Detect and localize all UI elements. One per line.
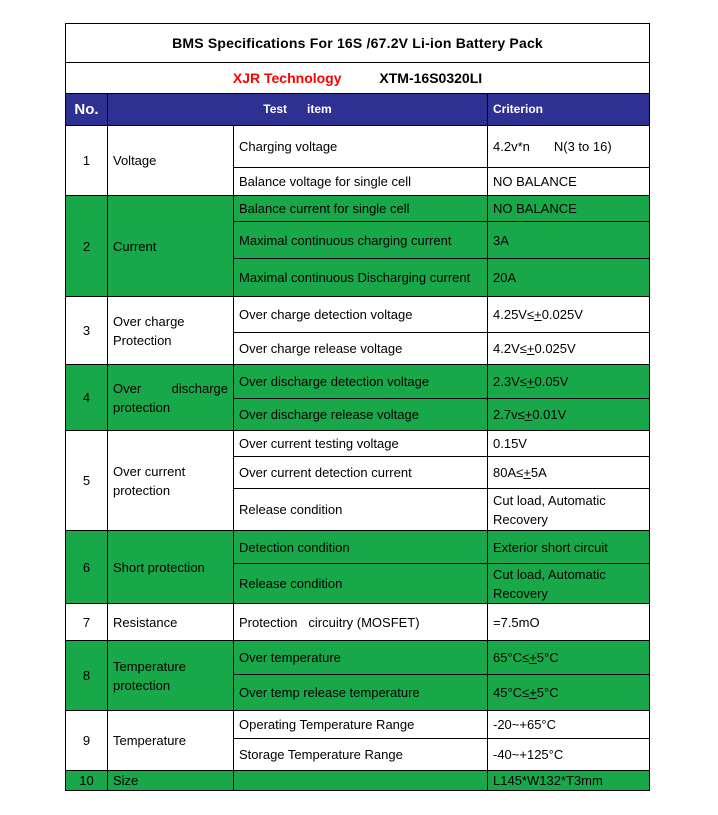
title-row <box>66 24 650 63</box>
row-number: 8 <box>66 641 108 711</box>
criterion-value <box>488 399 650 431</box>
criterion-part: 65°C≤ <box>493 650 530 665</box>
sub-item: Protection circuitry (MOSFET) <box>234 604 488 641</box>
sub-item: Release condition <box>234 564 488 604</box>
plus-minus: + <box>529 650 537 665</box>
criterion-value: Exterior short circuit <box>488 531 650 564</box>
table-row <box>66 365 650 399</box>
criterion-part: 0.025V <box>534 341 576 356</box>
criterion-value: -20~+65°C <box>488 711 650 739</box>
header-no: No. <box>66 94 108 126</box>
plus-minus: + <box>526 374 535 389</box>
plus-minus: + <box>534 307 542 322</box>
sub-item: Over current detection current <box>234 457 488 489</box>
sub-item: Detection condition <box>234 531 488 564</box>
sub-item: Maximal continuous Discharging current <box>234 259 488 297</box>
criterion-part: 5°C <box>536 650 559 665</box>
criterion-value: 3A <box>488 222 650 259</box>
criterion-part: 0.01V <box>532 407 567 422</box>
row-number: 6 <box>66 531 108 604</box>
row-number: 4 <box>66 365 108 431</box>
criterion-value <box>488 457 650 489</box>
sub-item: Over temperature <box>234 641 488 675</box>
criterion-value: Cut load, Automatic Recovery <box>488 489 650 531</box>
criterion-part: 4.2V≤ <box>493 341 527 356</box>
brand-cell <box>66 63 650 94</box>
criterion-part: 2.7v≤ <box>493 407 525 422</box>
criterion-value: NO BALANCE <box>488 196 650 222</box>
sub-item: Storage Temperature Range <box>234 739 488 771</box>
sub-item: Over charge release voltage <box>234 333 488 365</box>
sub-item <box>234 771 488 791</box>
test-item: Short protection <box>108 531 234 604</box>
spec-table <box>65 23 650 791</box>
table-row <box>66 641 650 675</box>
sub-item: Charging voltage <box>234 126 488 168</box>
criterion-part: 5°C <box>536 685 559 700</box>
test-item: Over current protection <box>108 431 234 531</box>
table-row <box>66 604 650 641</box>
table-row <box>66 771 650 791</box>
brand-row <box>66 63 650 94</box>
criterion-value <box>488 641 650 675</box>
criterion-part: 2.3V≤ <box>493 374 527 389</box>
header-test-item: Test item <box>108 94 488 126</box>
row-number: 1 <box>66 126 108 196</box>
table-row <box>66 196 650 222</box>
criterion-part: 5A <box>530 465 547 480</box>
criterion-value: -40~+125°C <box>488 739 650 771</box>
criterion-part: 4.25V≤ <box>493 307 535 322</box>
criterion-value: 0.15V <box>488 431 650 457</box>
criterion-value: Cut load, Automatic Recovery <box>488 564 650 604</box>
criterion-value: =7.5mO <box>488 604 650 641</box>
sub-item: Maximal continuous charging current <box>234 222 488 259</box>
test-item-line: protection <box>113 399 171 415</box>
test-item: Temperature <box>108 711 234 771</box>
plus-minus: + <box>529 685 537 700</box>
test-item-word: Over <box>113 380 142 396</box>
test-item: Voltage <box>108 126 234 196</box>
criterion-value <box>488 675 650 711</box>
criterion-value <box>488 126 650 168</box>
company-name: XJR Technology <box>232 69 342 86</box>
criterion-value <box>488 333 650 365</box>
criterion-part: 80A≤ <box>493 465 524 480</box>
test-item: Over charge Protection <box>108 297 234 365</box>
criterion-part: 0.025V <box>541 307 583 322</box>
table-row <box>66 711 650 739</box>
table-row <box>66 297 650 333</box>
plus-minus: + <box>523 465 531 480</box>
doc-title: BMS Specifications For 16S /67.2V Li-ion Battery Pack <box>66 24 650 63</box>
sub-item: Operating Temperature Range <box>234 711 488 739</box>
sub-item: Over temp release temperature <box>234 675 488 711</box>
test-item: Resistance <box>108 604 234 641</box>
row-number: 2 <box>66 196 108 297</box>
table-row <box>66 126 650 168</box>
criterion-part: 0.05V <box>534 374 569 389</box>
table-row <box>66 431 650 457</box>
criterion-value: NO BALANCE <box>488 168 650 196</box>
sub-item: Over discharge detection voltage <box>234 365 488 399</box>
sub-item: Over charge detection voltage <box>234 297 488 333</box>
sub-item: Over discharge release voltage <box>234 399 488 431</box>
header-criterion: Criterion <box>488 94 650 126</box>
test-item-word: discharge <box>171 380 228 396</box>
test-item: Temperature protection <box>108 641 234 711</box>
test-item <box>108 365 234 431</box>
sub-item: Release condition <box>234 489 488 531</box>
criterion-formula: 4.2v*n <box>493 139 530 154</box>
model-number: XTM-16S0320LI <box>379 69 483 86</box>
criterion-value: 20A <box>488 259 650 297</box>
row-number: 9 <box>66 711 108 771</box>
plus-minus: + <box>524 407 533 422</box>
row-number: 3 <box>66 297 108 365</box>
plus-minus: + <box>526 341 535 356</box>
row-number: 7 <box>66 604 108 641</box>
criterion-value <box>488 297 650 333</box>
test-item: Size <box>108 771 234 791</box>
test-item-line <box>113 379 228 398</box>
sub-item: Over current testing voltage <box>234 431 488 457</box>
sub-item: Balance current for single cell <box>234 196 488 222</box>
sub-item: Balance voltage for single cell <box>234 168 488 196</box>
header-row <box>66 94 650 126</box>
test-item: Current <box>108 196 234 297</box>
criterion-value <box>488 365 650 399</box>
criterion-value: L145*W132*T3mm <box>488 771 650 791</box>
row-number: 5 <box>66 431 108 531</box>
criterion-part: 45°C≤ <box>493 685 530 700</box>
criterion-range: N(3 to 16) <box>553 139 612 154</box>
row-number: 10 <box>66 771 108 791</box>
table-row <box>66 531 650 564</box>
